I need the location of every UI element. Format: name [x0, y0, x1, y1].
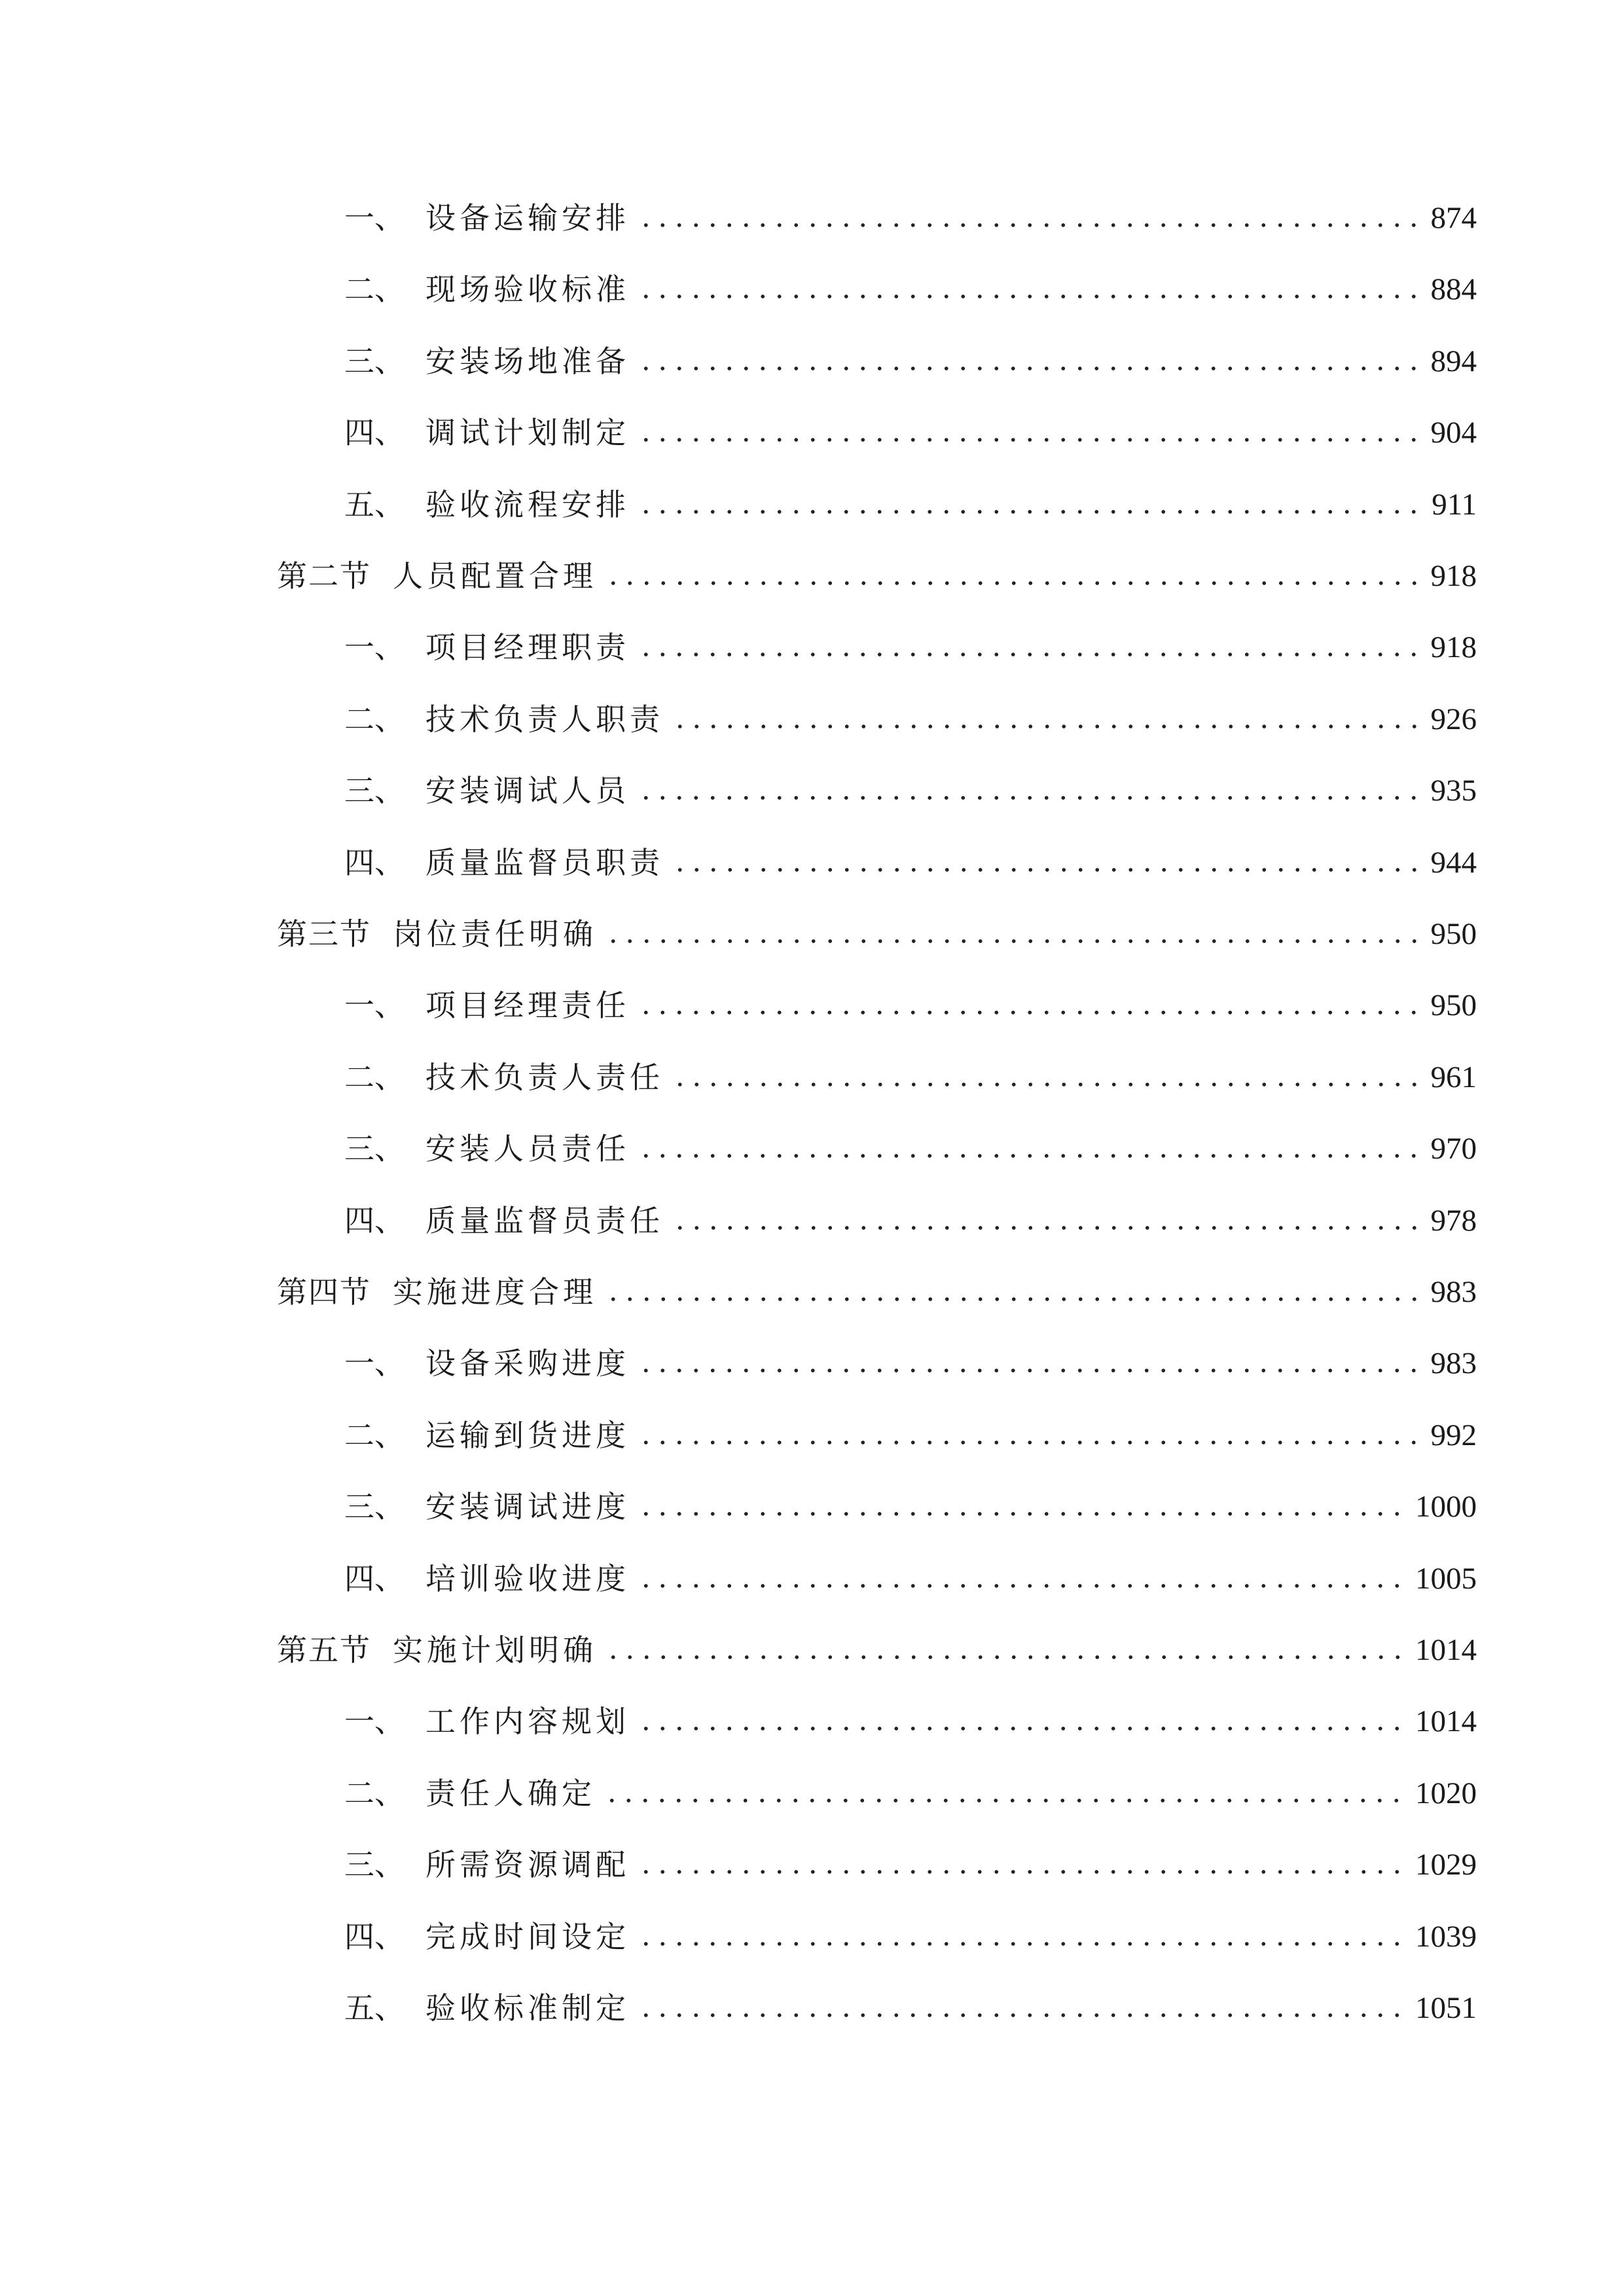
toc-entry[interactable]: [0, 1480, 1624, 1533]
dot-leader: [672, 868, 1420, 872]
section-number: 第四节: [277, 1266, 371, 1318]
entry-number: 三、: [344, 335, 405, 387]
page-number: 983: [1424, 1337, 1477, 1390]
dot-leader: [638, 510, 1421, 514]
toc-entry[interactable]: [0, 764, 1624, 817]
toc-entry[interactable]: [0, 1194, 1624, 1247]
toc-entry[interactable]: [0, 1409, 1624, 1462]
entry-number: 一、: [344, 1337, 405, 1390]
entry-title: 设备采购进度: [425, 1337, 635, 1390]
entry-title: 完成时间设定: [425, 1910, 635, 1963]
entry-title: 运输到货进度: [425, 1409, 635, 1462]
page-number: 983: [1424, 1266, 1477, 1318]
entry-number: 三、: [344, 1480, 405, 1533]
dot-leader: [672, 1083, 1420, 1086]
page-number: 950: [1424, 979, 1477, 1031]
dot-leader: [638, 1512, 1405, 1516]
page-number: 1005: [1409, 1552, 1477, 1605]
dot-leader: [638, 796, 1420, 800]
section-title: 实施计划明确: [393, 1624, 602, 1676]
page-number: 904: [1424, 406, 1477, 459]
entry-title: 现场验收标准: [425, 263, 635, 315]
toc-entry[interactable]: [0, 979, 1624, 1031]
entry-number: 一、: [344, 979, 405, 1031]
toc-section-entry[interactable]: [0, 1266, 1624, 1318]
toc-entry[interactable]: [0, 1767, 1624, 1820]
entry-title: 验收标准制定: [425, 1982, 635, 2034]
entry-title: 安装调试进度: [425, 1480, 635, 1533]
dot-leader: [638, 1942, 1405, 1946]
entry-number: 二、: [344, 1409, 405, 1462]
page-number: 1051: [1409, 1982, 1477, 2034]
entry-title: 安装人员责任: [425, 1122, 635, 1175]
toc-entry[interactable]: [0, 836, 1624, 889]
page-number: 918: [1424, 621, 1477, 673]
toc-entry[interactable]: [0, 693, 1624, 745]
entry-title: 责任人确定: [425, 1767, 601, 1820]
entry-title: 质量监督员责任: [425, 1194, 669, 1247]
entry-number: 二、: [344, 1051, 405, 1103]
page-number: 884: [1424, 263, 1477, 315]
page-number: 961: [1424, 1051, 1477, 1103]
toc-entry[interactable]: [0, 1051, 1624, 1103]
entry-title: 工作内容规划: [425, 1695, 635, 1748]
dot-leader: [672, 725, 1420, 728]
entry-number: 四、: [344, 1552, 405, 1605]
entry-number: 二、: [344, 693, 405, 745]
dot-leader: [638, 653, 1420, 656]
page-number: 950: [1424, 908, 1477, 960]
entry-number: 三、: [344, 1122, 405, 1175]
entry-number: 四、: [344, 406, 405, 459]
page-number: 1039: [1409, 1910, 1477, 1963]
page-number: 992: [1424, 1409, 1477, 1462]
toc-entry[interactable]: [0, 263, 1624, 315]
toc-entry[interactable]: [0, 1982, 1624, 2034]
page-number: 935: [1424, 764, 1477, 817]
entry-number: 四、: [344, 1194, 405, 1247]
entry-number: 三、: [344, 1839, 405, 1891]
toc-entry[interactable]: [0, 1337, 1624, 1390]
entry-title: 所需资源调配: [425, 1839, 635, 1891]
section-number: 第五节: [277, 1624, 371, 1676]
dot-leader: [638, 1154, 1420, 1158]
dot-leader: [638, 223, 1420, 227]
dot-leader: [638, 1727, 1405, 1731]
dot-leader: [638, 1441, 1420, 1444]
entry-number: 三、: [344, 764, 405, 817]
page-number: 944: [1424, 836, 1477, 889]
dot-leader: [638, 1011, 1420, 1014]
toc-entry[interactable]: [0, 1695, 1624, 1748]
entry-title: 调试计划制定: [425, 406, 635, 459]
entry-title: 技术负责人责任: [425, 1051, 669, 1103]
toc-entry[interactable]: [0, 335, 1624, 387]
page-number: 894: [1424, 335, 1477, 387]
page-number: 911: [1425, 478, 1477, 531]
page-number: 918: [1424, 550, 1477, 602]
page-number: 970: [1424, 1122, 1477, 1175]
toc-section-entry[interactable]: [0, 1624, 1624, 1676]
toc-entry[interactable]: [0, 1910, 1624, 1963]
dot-leader: [672, 1226, 1420, 1230]
page-number: 1029: [1409, 1839, 1477, 1891]
dot-leader: [638, 1870, 1405, 1874]
entry-number: 一、: [344, 1695, 405, 1748]
entry-number: 一、: [344, 621, 405, 673]
page-number: 1014: [1409, 1624, 1477, 1676]
toc-entry[interactable]: [0, 406, 1624, 459]
entry-title: 项目经理职责: [425, 621, 635, 673]
toc-entry[interactable]: [0, 478, 1624, 531]
entry-title: 项目经理责任: [425, 979, 635, 1031]
dot-leader: [638, 2013, 1405, 2017]
toc-entry[interactable]: [0, 621, 1624, 673]
toc-entry[interactable]: [0, 1552, 1624, 1605]
dot-leader: [638, 295, 1420, 298]
toc-entry[interactable]: [0, 1839, 1624, 1891]
section-number: 第二节: [277, 550, 371, 602]
dot-leader: [605, 939, 1420, 943]
page-number: 978: [1424, 1194, 1477, 1247]
entry-number: 五、: [344, 478, 405, 531]
page-number: 926: [1424, 693, 1477, 745]
entry-title: 质量监督员职责: [425, 836, 669, 889]
section-title: 实施进度合理: [393, 1266, 602, 1318]
entry-title: 培训验收进度: [425, 1552, 635, 1605]
page-number: 1000: [1409, 1480, 1477, 1533]
toc-section-entry[interactable]: [0, 908, 1624, 960]
dot-leader: [638, 438, 1420, 442]
dot-leader: [604, 1799, 1405, 1803]
toc-section-entry[interactable]: [0, 550, 1624, 602]
page-number: 874: [1424, 192, 1477, 244]
entry-number: 二、: [344, 263, 405, 315]
dot-leader: [638, 367, 1420, 370]
entry-title: 安装场地准备: [425, 335, 635, 387]
entry-number: 五、: [344, 1982, 405, 2034]
toc-entry[interactable]: [0, 192, 1624, 244]
dot-leader: [638, 1369, 1420, 1372]
dot-leader: [605, 1655, 1405, 1659]
dot-leader: [605, 581, 1420, 585]
entry-number: 一、: [344, 192, 405, 244]
entry-number: 四、: [344, 836, 405, 889]
dot-leader: [605, 1297, 1420, 1301]
entry-title: 验收流程安排: [425, 478, 635, 531]
entry-title: 设备运输安排: [425, 192, 635, 244]
entry-title: 技术负责人职责: [425, 693, 669, 745]
entry-title: 安装调试人员: [425, 764, 635, 817]
toc-entry[interactable]: [0, 1122, 1624, 1175]
entry-number: 四、: [344, 1910, 405, 1963]
page-number: 1014: [1409, 1695, 1477, 1748]
entry-number: 二、: [344, 1767, 405, 1820]
section-title: 人员配置合理: [393, 550, 602, 602]
page-number: 1020: [1409, 1767, 1477, 1820]
dot-leader: [638, 1584, 1405, 1588]
section-title: 岗位责任明确: [393, 908, 602, 960]
section-number: 第三节: [277, 908, 371, 960]
